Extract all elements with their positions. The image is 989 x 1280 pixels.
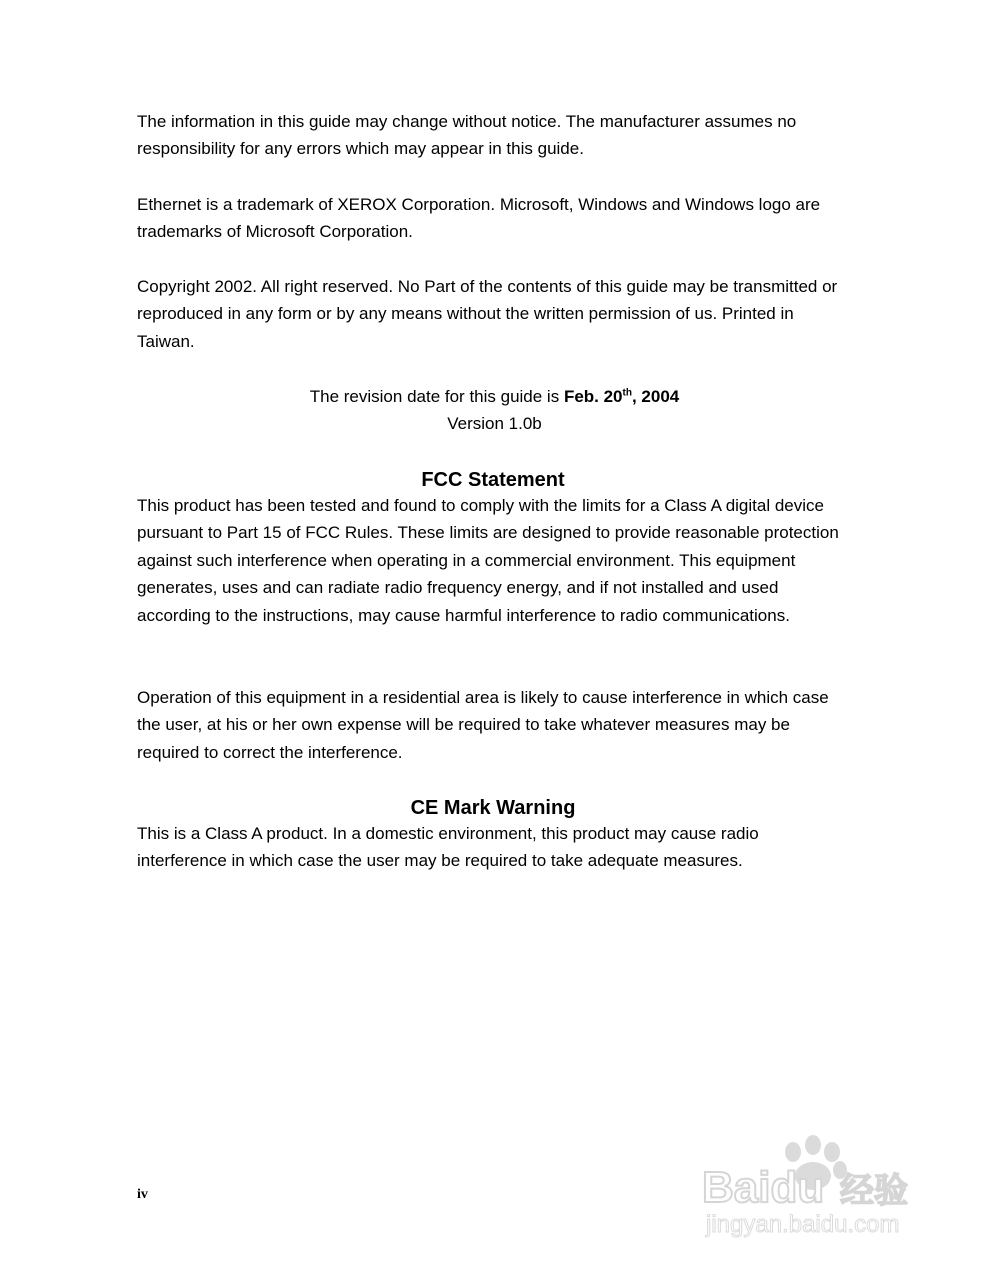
page-number: iv — [137, 1187, 148, 1202]
baidu-watermark — [690, 1130, 940, 1245]
watermark-url: jingyan.baidu.com — [706, 1211, 900, 1238]
trademark-paragraph: Ethernet is a trademark of XEROX Corporation. Microsoft, Windows and Windows logo are trademarks of Microsoft Corporation. — [137, 195, 821, 242]
revision-prefix: The revision date for this guide is — [309, 387, 564, 406]
fcc-heading: FCC Statement — [421, 469, 565, 491]
version-label: Version 1.0b — [447, 414, 542, 433]
ce-heading: CE Mark Warning — [410, 797, 576, 819]
copyright-paragraph: Copyright 2002. All right reserved. No Part of the contents of this guide may be transmitted or reproduced in any form or by any means without the written permission of us. Printed in Taiwan. — [137, 277, 838, 351]
change-notice-paragraph: The information in this guide may change without notice. The manufacturer assumes no responsibility for any errors which may appear in this guide. — [137, 112, 797, 159]
ce-paragraph: This is a Class A product. In a domestic environment, this product may cause radio interference in which case the user may be required to take adequate measures. — [137, 824, 759, 871]
watermark-brand-cn: 经验 — [840, 1171, 908, 1211]
watermark-brand: Baidu — [702, 1163, 825, 1212]
fcc-paragraph-2: Operation of this equipment in a residential area is likely to cause interference in which case the user, at his or her own expense will be required to take whatever measures may be required to correct the interference. — [137, 688, 829, 762]
revision-date-line — [137, 383, 852, 410]
revision-date: Feb. 20th, 2004 — [563, 387, 680, 406]
fcc-paragraph-1: This product has been tested and found to comply with the limits for a Class A digital device pursuant to Part 15 of FCC Rules. These limits are designed to provide reasonable protection against such interference when operating in a commercial environment. This equipment generates, uses and can radiate radio frequency energy, and if not installed and used according to the instructions, may cause harmful interference to radio communications. — [137, 496, 839, 625]
